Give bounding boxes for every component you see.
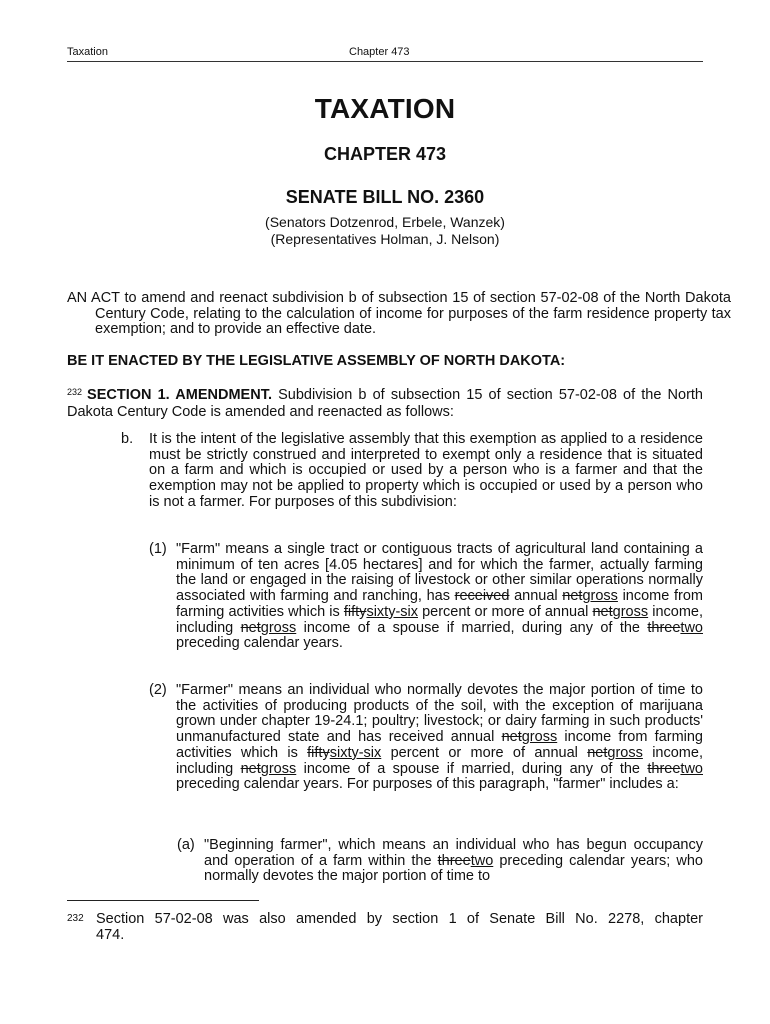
inserted-text: gross xyxy=(612,603,649,620)
footnote-text: Section 57-02-08 was also amended by section 1 of Senate Bill No. 2278, chapter 474. xyxy=(96,911,703,943)
struck-text: three xyxy=(647,760,681,777)
inserted-text: two xyxy=(470,852,494,869)
sponsors xyxy=(0,214,770,248)
footnote xyxy=(67,911,703,943)
struck-text: net xyxy=(587,744,608,761)
struck-text: three xyxy=(437,852,471,869)
section-heading: SECTION 1. AMENDMENT. xyxy=(87,387,272,403)
bill-heading: SENATE BILL NO. 2360 xyxy=(285,187,485,207)
item-a xyxy=(177,838,703,885)
struck-text: net xyxy=(592,603,613,620)
inserted-text: two xyxy=(680,760,703,777)
subdivision-b xyxy=(121,432,703,511)
footnote-divider xyxy=(67,900,259,901)
inserted-text: gross xyxy=(260,760,297,777)
inserted-text: two xyxy=(680,619,703,636)
inserted-text: gross xyxy=(582,588,618,605)
struck-text: net xyxy=(501,729,522,746)
section-text: Subdivision b of subsection 15 of section 57-02-08 of the North Dakota Century Code is amended and reenacted as follows: xyxy=(67,387,703,420)
inserted-text: gross xyxy=(521,729,558,746)
inserted-text: sixty-six xyxy=(366,603,418,620)
section-1 xyxy=(67,388,703,420)
representatives-line: (Representatives Holman, J. Nelson) xyxy=(270,231,500,247)
inserted-text: gross xyxy=(260,619,297,636)
struck-text: three xyxy=(647,619,681,636)
subdivision-label: b. xyxy=(121,431,134,447)
senators-line: (Senators Dotzenrod, Erbele, Wanzek) xyxy=(265,214,505,230)
chapter-heading: CHAPTER 473 xyxy=(323,144,447,164)
paragraph-1-text: "Farm" means a single tract or contiguous tracts of agricultural land containing a minimum of ten acres [4.05 hectares] and for which the farmer, actually farming the land or engaged in the raising of livestock or other similar operations normally associated with farming and ranching, has received annual netgross income from farming activities which is fiftysixty-six percent or more of annual netgross income, including netgross income of a spouse if married, during any of the threetwo preceding calendar years. xyxy=(176,541,703,652)
footnote-number: 232 xyxy=(67,913,84,924)
footnote-reference: 232 xyxy=(67,387,83,397)
document-title: TAXATION xyxy=(314,93,456,124)
inserted-text: gross xyxy=(607,744,643,761)
enacting-clause: BE IT ENACTED BY THE LEGISLATIVE ASSEMBLY OF NORTH DAKOTA: xyxy=(67,353,566,369)
header-center: Chapter 473 xyxy=(349,46,410,58)
struck-text: received xyxy=(454,588,510,605)
act-title: AN ACT to amend and reenact subdivision b of subsection 15 of section 57-02-08 of the North Dakota Century Code, relating to the calculation of income for purposes of the farm residence property tax exemption; and to provide an effective date. xyxy=(67,290,731,338)
item-a-text: "Beginning farmer", which means an individual who has begun occupancy and operation of a farm within the threetwo preceding calendar years; who normally devotes the major portion of time to xyxy=(204,837,703,885)
header-left: Taxation xyxy=(67,46,108,58)
struck-text: net xyxy=(240,619,261,636)
paragraph-1-label: (1) xyxy=(149,541,167,557)
struck-text: fifty xyxy=(343,603,367,620)
item-a-label: (a) xyxy=(177,837,195,853)
subdivision-text: It is the intent of the legislative assembly that this exemption as applied to a residence must be strictly construed and interpreted to exempt only a residence that is situated on a farm and which is occupied or used by a person who is a farmer and that the exemption may not be applied to property which is occupied or used by a person who is not a farmer. For purposes of this subdivision: xyxy=(149,431,703,510)
struck-text: net xyxy=(240,760,261,777)
inserted-text: sixty-six xyxy=(329,744,382,761)
running-header xyxy=(67,45,703,62)
paragraph-2-text: "Farmer" means an individual who normally devotes the major portion of time to the activities of producing products of the soil, with the exception of marijuana grown under chapter 19-24.1; poultry; livestock; or dairy farming in such products' unmanufactured state and has received annual netgross income from farming activities which is fiftysixty-six percent or more of annual netgross income, including netgross income of a spouse if married, during any of the threetwo preceding calendar years. For purposes of this paragraph, "farmer" includes a: xyxy=(176,682,703,793)
paragraph-1 xyxy=(149,542,703,652)
paragraph-2-label: (2) xyxy=(149,682,167,698)
struck-text: net xyxy=(562,588,583,605)
paragraph-2 xyxy=(149,683,703,793)
struck-text: fifty xyxy=(307,744,330,761)
